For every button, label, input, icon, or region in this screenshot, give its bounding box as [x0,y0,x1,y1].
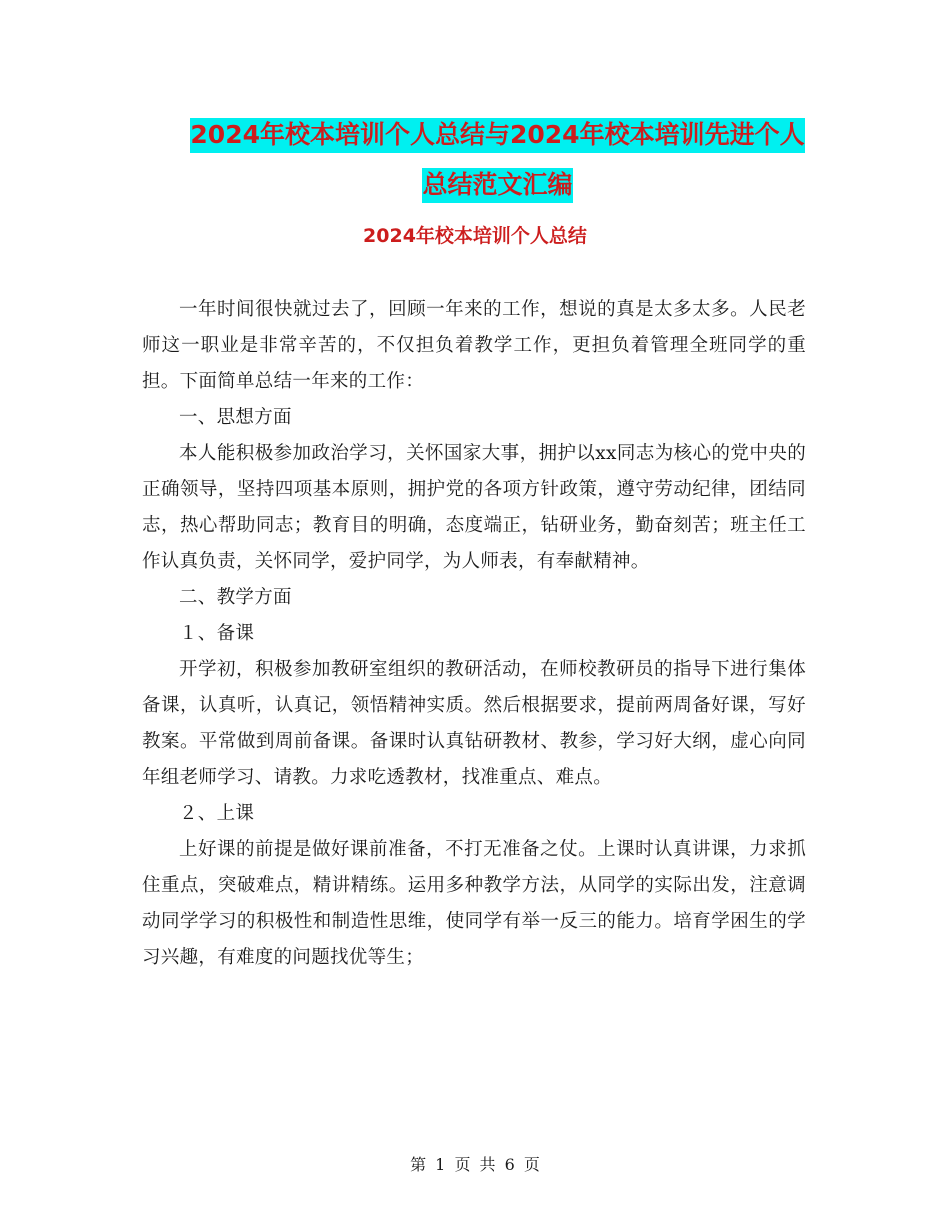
subheading-lesson-prep: １、备课 [179,623,255,644]
document-title-text: 2024年校本培训个人总结与2024年校本培训先进个人总结范文汇编 [190,118,804,203]
heading-thought: 一、思想方面 [179,407,292,428]
document-body [142,292,806,976]
class-paragraph: 上好课的前提是做好课前准备，不打无准备之仗。上课时认真讲课，力求抓住重点，突破难点，精讲精练。运用多种教学方法，从同学的实际出发，注意调动同学学习的积极性和制造性思维，使同学有举一反三的能力。培育学困生的学习兴趣，有难度的问题找优等生； [142,839,806,968]
heading-teaching: 二、教学方面 [179,587,292,608]
page-footer: 第 1 页 共 6 页 [410,1155,540,1174]
section-title: 2024年校本培训个人总结 [363,225,587,247]
subheading-class: ２、上课 [179,803,255,824]
lesson-prep-paragraph: 开学初，积极参加教研室组织的教研活动，在师校教研员的指导下进行集体备课，认真听，认真记，领悟精神实质。然后根据要求，提前两周备好课，写好教案。平常做到周前备课。备课时认真钻研教材、教参，学习好大纲，虚心向同年组老师学习、请教。力求吃透教材，找准重点、难点。 [142,659,806,788]
thought-paragraph: 本人能积极参加政治学习，关怀国家大事，拥护以xx同志为核心的党中央的正确领导，坚持四项基本原则，拥护党的各项方针政策，遵守劳动纪律，团结同志，热心帮助同志；教育目的明确，态度端正，钻研业务，勤奋刻苦；班主任工作认真负责，关怀同学，爱护同学，为人师表，有奉献精神。 [142,443,806,572]
document-title [185,110,810,210]
intro-paragraph: 一年时间很快就过去了，回顾一年来的工作，想说的真是太多太多。人民老师这一职业是非常辛苦的，不仅担负着教学工作，更担负着管理全班同学的重担。下面简单总结一年来的工作： [142,299,806,392]
